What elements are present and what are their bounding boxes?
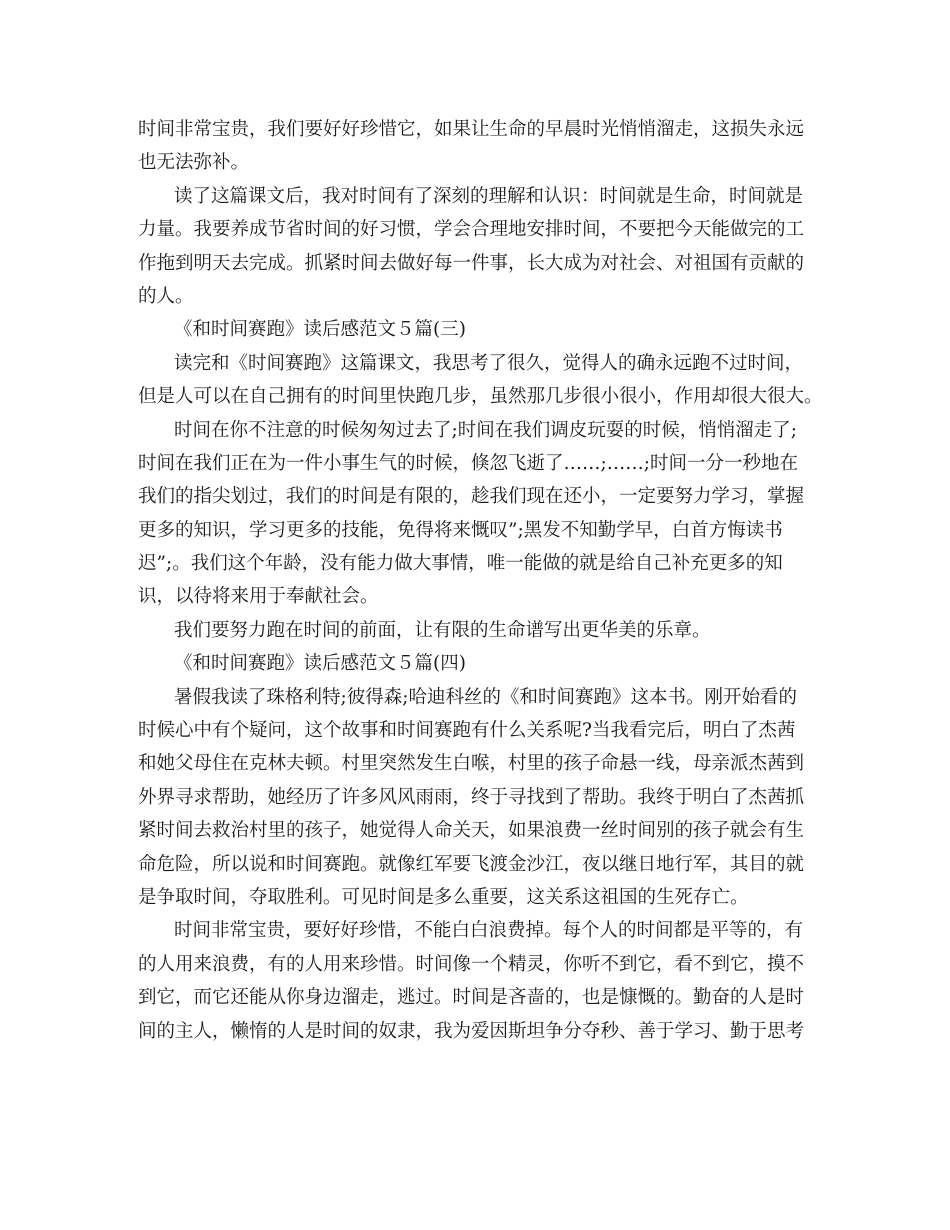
text-line: 但是人可以在自己拥有的时间里快跑几步，虽然那几步很小很小，作用却很大很大。 <box>138 386 823 408</box>
text-line: 力量。我要养成节省时间的好习惯，学会合理地安排时间，不要把今天能做完的工 <box>138 219 805 241</box>
text-line: 迟”;。我们这个年龄，没有能力做大事情，唯一能做的就是给自己补充更多的知 <box>138 553 783 575</box>
text-line: 时间在你不注意的时候匆匆过去了;时间在我们调皮玩耍的时候，悄悄溜走了; <box>174 419 797 441</box>
text-line: 命危险，所以说和时间赛跑。就像红军要飞渡金沙江，夜以继日地行军，其目的就 <box>138 853 805 875</box>
paragraph <box>138 347 828 414</box>
paragraph <box>138 681 828 915</box>
paragraph <box>138 113 828 180</box>
text-line: 时间非常宝贵，要好好珍惜，不能白白浪费掉。每个人的时间都是平等的，有 <box>174 920 804 942</box>
section-heading <box>138 647 828 680</box>
text-line: 时间在我们正在为一件小事生气的时候，倏忽飞逝了……;……;时间一分一秒地在 <box>138 452 798 474</box>
text-line: 我们的指尖划过，我们的时间是有限的，趁我们现在还小，一定要努力学习，掌握 <box>138 486 805 508</box>
section-heading <box>138 313 828 346</box>
text-line: 间的主人，懒惰的人是时间的奴隶，我为爱因斯坦争分夺秒、善于学习、勤于思考 <box>138 1020 805 1042</box>
heading-line: 《和时间赛跑》读后感范文５篇(四) <box>174 653 466 675</box>
paragraph <box>138 914 828 1048</box>
paragraph <box>138 414 828 614</box>
document-page <box>138 113 828 1048</box>
text-line: 时候心中有个疑问，这个故事和时间赛跑有什么关系呢?当我看完后，明白了杰茜 <box>138 720 796 742</box>
text-line: 识，以待将来用于奉献社会。 <box>138 586 379 608</box>
text-line: 的人。 <box>138 285 194 307</box>
text-line: 更多的知识，学习更多的技能，免得将来慨叹”;黑发不知勤学早，白首方悔读书 <box>138 519 783 541</box>
text-line: 读了这篇课文后，我对时间有了深刻的理解和认识：时间就是生命，时间就是 <box>174 185 804 207</box>
text-line: 读完和《时间赛跑》这篇课文，我思考了很久，觉得人的确永远跑不过时间， <box>174 352 804 374</box>
paragraph <box>138 180 828 314</box>
text-line: 和她父母住在克林夫顿。村里突然发生白喉，村里的孩子命悬一线，母亲派杰茜到 <box>138 753 805 775</box>
text-line: 暑假我读了珠格利特;彼得森;哈迪科丝的《和时间赛跑》这本书。刚开始看的 <box>174 686 797 708</box>
text-line: 紧时间去救治村里的孩子，她觉得人命关天，如果浪费一丝时间别的孩子就会有生 <box>138 820 805 842</box>
text-line: 时间非常宝贵，我们要好好珍惜它，如果让生命的早晨时光悄悄溜走，这损失永远 <box>138 119 805 140</box>
text-line: 也无法弥补。 <box>138 152 250 174</box>
text-line: 到它，而它还能从你身边溜走，逃过。时间是吝啬的，也是慷慨的。勤奋的人是时 <box>138 987 805 1009</box>
text-line: 我们要努力跑在时间的前面，让有限的生命谱写出更华美的乐章。 <box>174 619 711 641</box>
text-line: 的人用来浪费，有的人用来珍惜。时间像一个精灵，你听不到它，看不到它，摸不 <box>138 953 805 975</box>
text-line: 是争取时间，夺取胜利。可见时间是多么重要，这关系这祖国的生死存亡。 <box>138 886 749 908</box>
heading-line: 《和时间赛跑》读后感范文５篇(三) <box>174 319 466 341</box>
paragraph <box>138 614 828 647</box>
text-line: 外界寻求帮助，她经历了许多风风雨雨，终于寻找到了帮助。我终于明白了杰茜抓 <box>138 786 805 808</box>
text-line: 作拖到明天去完成。抓紧时间去做好每一件事，长大成为对社会、对祖国有贡献的 <box>138 252 805 274</box>
